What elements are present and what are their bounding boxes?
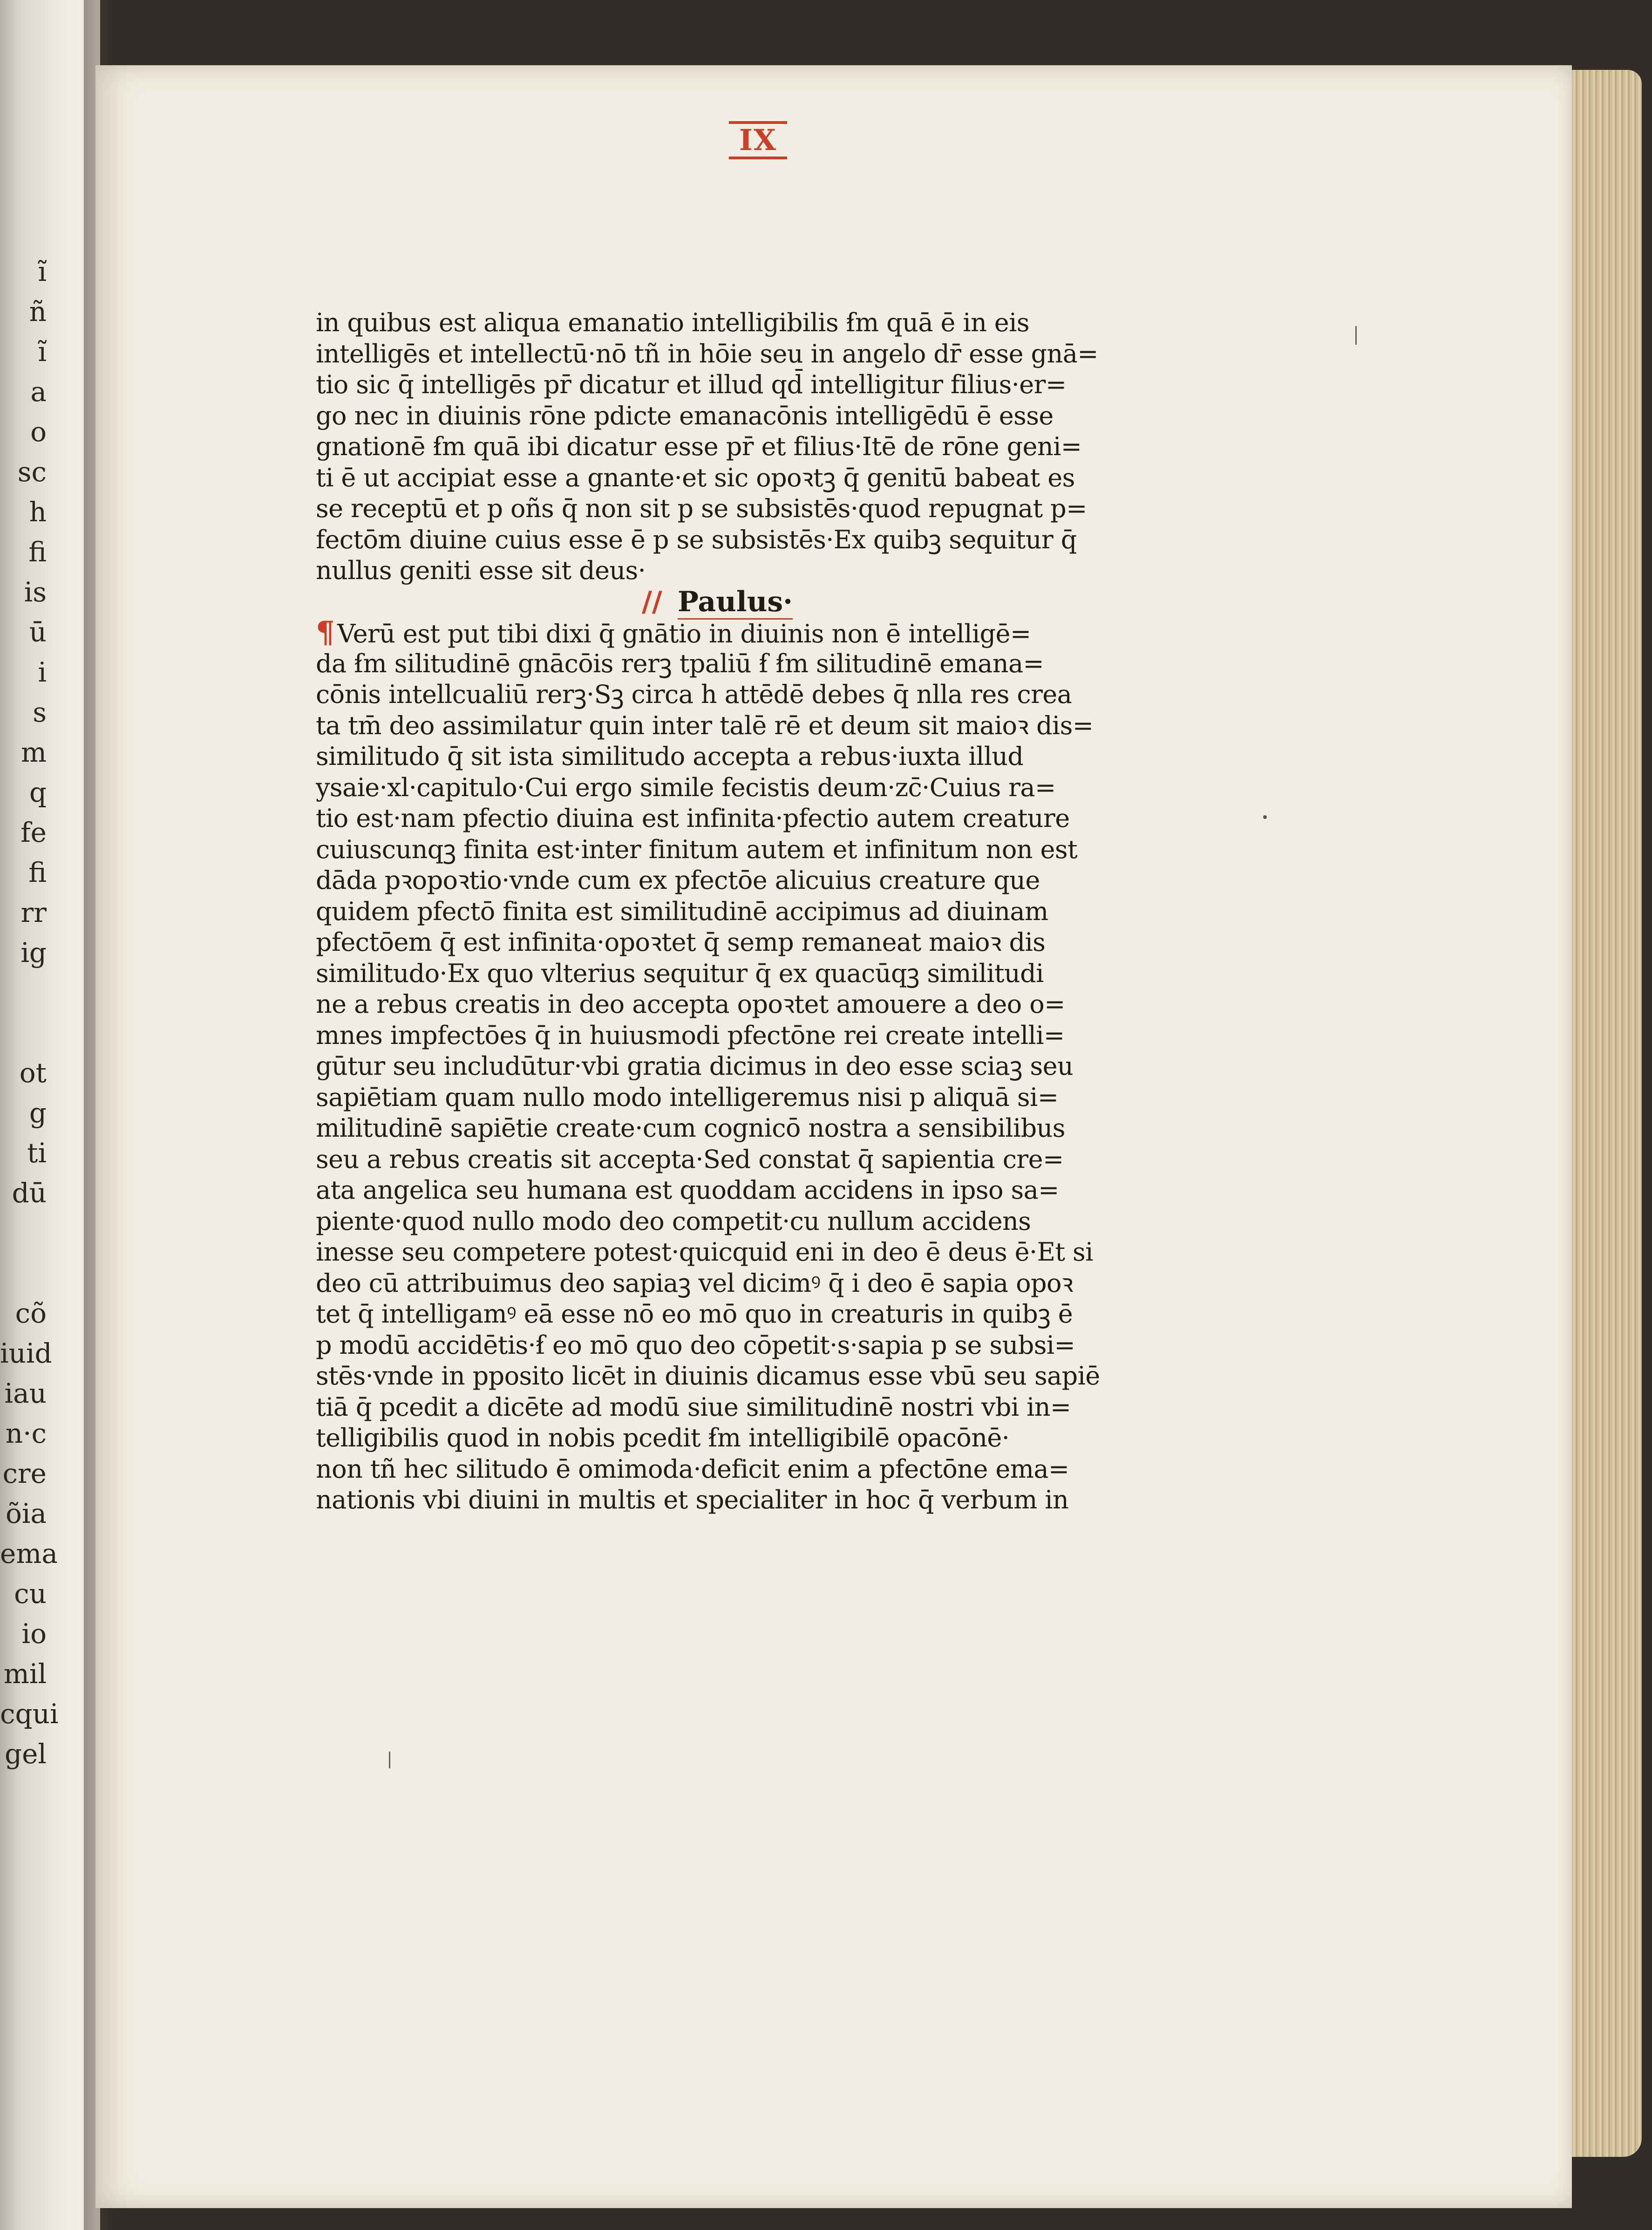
margin-fragment: m: [21, 737, 47, 768]
text-line: militudinē sapiētie create·cum cognicō nostra a sensibilibus: [316, 1113, 1065, 1143]
paragraph-2: [316, 617, 1173, 1516]
margin-fragment: mil: [3, 1658, 47, 1690]
margin-fragment: iuid: [0, 1337, 52, 1369]
text-line: fectōm diuine cuius esse ē p se subsistēs·Ex quibꝫ sequitur q̄: [316, 525, 1077, 554]
margin-mark: [1355, 326, 1357, 345]
margin-fragment: ig: [20, 937, 47, 968]
text-line: in quibus est aliqua emanatio intelligibilis ẜm quā ē in eis: [316, 308, 1029, 337]
margin-fragment: iau: [4, 1378, 47, 1409]
text-line: similitudo q̄ sit ista similitudo accepta a rebus·iuxta illud: [316, 742, 1024, 771]
left-page-text-fragments: [0, 252, 59, 1774]
text-line: quidem pfectō finita est similitudinē accipimus ad diuinam: [316, 896, 1048, 926]
text-line: ti ē ut accipiat esse a gnante·et sic opoꝛtꝫ q̄ genitū babeat es: [316, 463, 1075, 492]
text-line: similitudo·Ex quo vlterius sequitur q̄ ex quacūqꝫ similitudi: [316, 958, 1044, 988]
text-line: stēs·vnde in pposito licēt in diuinis dicamus esse vbū seu sapiē: [316, 1361, 1100, 1391]
margin-fragment: ti: [27, 1137, 47, 1169]
text-line-content: Verū est put tibi dixi q̄ gnātio in diuinis non ē intelligē=: [337, 619, 1031, 648]
text-line: sapiētiam quam nullo modo intelligeremus nisi p aliquā si=: [316, 1082, 1059, 1112]
margin-fragment: ĩ: [38, 336, 47, 368]
margin-fragment: [0, 1013, 47, 1053]
page-block-edges: [1572, 70, 1642, 2157]
text-line: tet q̄ intelligamꝰ eā esse nō eo mō quo in creaturis in quibꝫ ē: [316, 1299, 1073, 1329]
text-line: ta tm̄ deo assimilatur quin inter talē rē et deum sit maioꝛ dis=: [316, 710, 1094, 740]
ink-spot: [1263, 815, 1267, 819]
text-line: inesse seu competere potest·quicquid eni in deo ē deus ē·Et si: [316, 1237, 1093, 1267]
margin-fragment: is: [24, 576, 47, 608]
text-line: nullus geniti esse sit deus·: [316, 556, 646, 585]
text-line: gūtur seu includūtur·vbi gratia dicimus in deo esse sciaꝫ seu: [316, 1051, 1074, 1081]
margin-fragment: cu: [14, 1578, 47, 1609]
margin-fragment: fi: [28, 536, 47, 568]
text-line: seu a rebus creatis sit accepta·Sed constat q̄ sapientia cre=: [316, 1144, 1064, 1174]
text-line: telligibilis quod in nobis pcedit ẜm intelligibilē opacōnē·: [316, 1423, 1010, 1453]
text-line: p modū accidētis·ẜ eo mō quo deo cōpetit·s·sapia p se subsi=: [316, 1330, 1075, 1360]
margin-fragment: o: [30, 416, 47, 448]
margin-fragment: [0, 1213, 47, 1253]
margin-fragment: s: [33, 696, 47, 728]
text-line: da ẜm silitudinē gnācōis rerꝫ tpaliū ẜ ẜm silitudinē emana=: [316, 648, 1044, 678]
text-line: se receptū et p oñs q̄ non sit p se subsistēs·quod repugnat p=: [316, 494, 1087, 523]
paragraph-1: [316, 307, 1173, 586]
rubric-mark: //: [642, 585, 662, 618]
margin-fragment: cqui: [0, 1698, 59, 1730]
text-line: gnationē ẜm quā ibi dicatur esse pr̄ et filius·Itē de rōne geni=: [316, 432, 1082, 461]
margin-fragment: gel: [4, 1738, 47, 1770]
text-line: pfectōem q̄ est infinita·opoꝛtet q̄ semp remaneat maioꝛ dis: [316, 927, 1046, 957]
text-line: cuiuscunqꝫ finita est·inter finitum autem et infinitum non est: [316, 834, 1078, 864]
text-line: intelligēs et intellectū·nō tñ in hōie seu in angelo dr̄ esse gnā=: [316, 339, 1098, 368]
text-line: cōnis intellcualiū rerꝫ·Sꝫ circa h attēdē debes q̄ nlla res crea: [316, 680, 1072, 709]
heading-text: Paulus·: [678, 586, 793, 620]
margin-fragment: i: [38, 656, 47, 688]
margin-fragment: ĩ: [38, 256, 47, 287]
text-line: mnes impfectōes q̄ in huiusmodi pfectōne rei create intelli=: [316, 1020, 1065, 1050]
text-line: go nec in diuinis rōne pdicte emanacōnis intelligēdū ē esse: [316, 401, 1054, 430]
text-line: dāda pꝛopoꝛtio·vnde cum ex pfectōe alicuius creature que: [316, 866, 1040, 895]
margin-fragment: ū: [29, 616, 47, 648]
margin-mark: [389, 1752, 390, 1768]
text-line: tiā q̄ pcedit a dicēte ad modū siue similitudinē nostri vbi in=: [316, 1392, 1071, 1422]
margin-fragment: fe: [20, 817, 47, 848]
text-line: piente·quod nullo modo deo competit·cu nullum accidens: [316, 1206, 1031, 1236]
margin-fragment: õia: [5, 1498, 47, 1529]
margin-fragment: h: [29, 496, 47, 528]
margin-fragment: ema: [0, 1538, 58, 1569]
folio-number: IX: [729, 121, 787, 159]
margin-fragment: cre: [2, 1458, 47, 1489]
margin-fragment: [0, 1253, 47, 1293]
text-line: ysaie·xl·capitulo·Cui ergo simile fecistis deum·zc̄·Cuius ra=: [316, 772, 1056, 802]
margin-fragment: fi: [28, 857, 47, 888]
margin-fragment: ot: [19, 1057, 47, 1089]
text-line: deo cū attribuimus deo sapiaꝫ vel dicimꝰ q̄ i deo ē sapia opoꝛ: [316, 1268, 1073, 1298]
margin-fragment: [0, 973, 47, 1013]
text-line: ata angelica seu humana est quoddam accidens in ipso sa=: [316, 1175, 1059, 1205]
margin-fragment: ñ: [29, 296, 47, 327]
text-line: tio sic q̄ intelligēs pr̄ dicatur et illud qd̄ intelligitur filius·er=: [316, 370, 1067, 399]
text-line: [316, 617, 1173, 648]
text-line: tio est·nam pfectio diuina est infinita·pfectio autem creature: [316, 804, 1070, 833]
section-heading: [316, 586, 1173, 618]
text-column: [316, 307, 1173, 1516]
text-line: ne a rebus creatis in deo accepta opoꝛtet amouere a deo o=: [316, 989, 1065, 1019]
margin-fragment: sc: [17, 456, 47, 488]
margin-fragment: a: [30, 376, 47, 408]
pilcrow-mark: ¶: [316, 615, 335, 650]
margin-fragment: g: [29, 1097, 47, 1129]
text-line: nationis vbi diuini in multis et specialiter in hoc q̄ verbum in: [316, 1485, 1069, 1514]
margin-fragment: cõ: [15, 1297, 47, 1329]
margin-fragment: q: [29, 777, 47, 808]
margin-fragment: io: [21, 1618, 47, 1650]
text-line: non tñ hec silitudo ē omimoda·deficit enim a pfectōne ema=: [316, 1454, 1069, 1484]
margin-fragment: rr: [20, 897, 47, 928]
margin-fragment: n·c: [5, 1418, 47, 1449]
margin-fragment: dū: [12, 1177, 47, 1209]
